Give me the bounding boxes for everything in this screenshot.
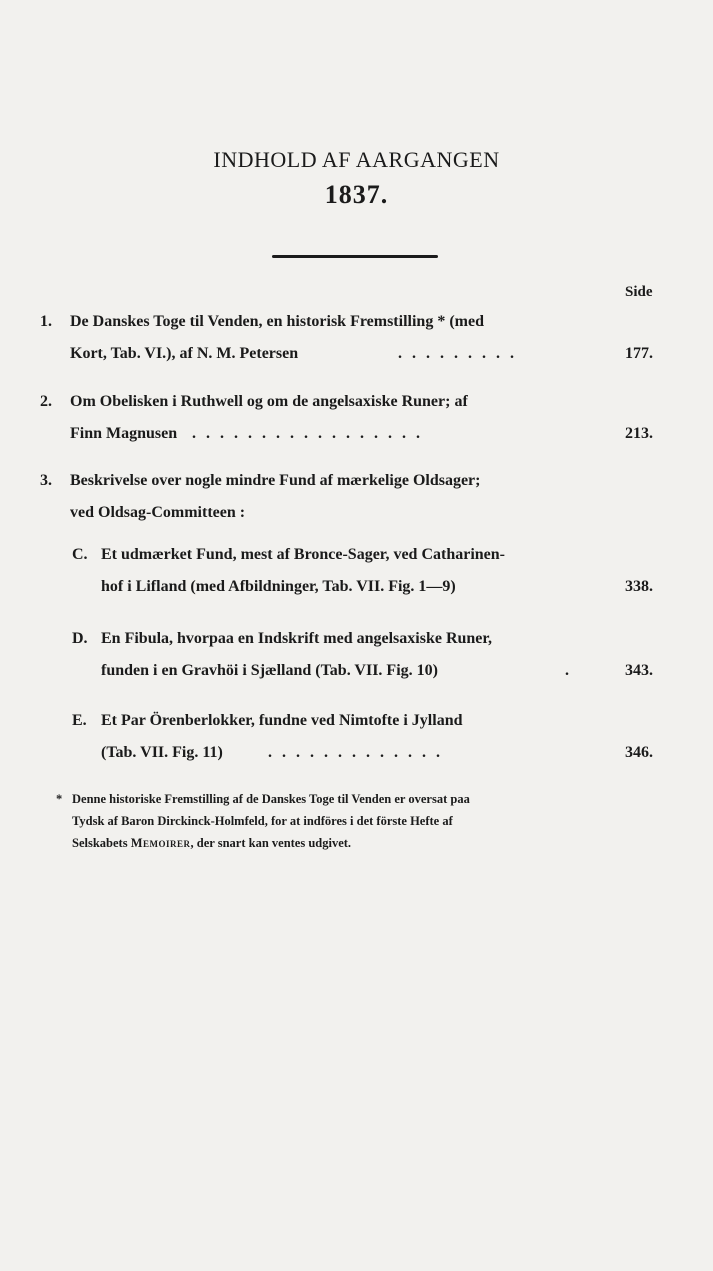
entry-title-line1: Beskrivelse over nogle mindre Fund af mærkelige Oldsager;: [70, 472, 481, 489]
page-number: 177.: [625, 345, 653, 362]
page-number: 346.: [625, 744, 653, 761]
volume-year: 1837.: [324, 180, 389, 209]
entry-number: 3.: [40, 472, 52, 489]
footnote-line1: Denne historiske Fremstilling af de Danskes Toge til Venden er oversat paa: [72, 792, 470, 806]
footnote-marker: *: [56, 792, 63, 806]
entry-number: 1.: [40, 313, 52, 330]
page-number: 213.: [625, 425, 653, 442]
entry-title-line2: ved Oldsag-Committeen :: [70, 504, 246, 521]
entry-title-line1: Om Obelisken i Ruthwell og om de angelsaxiske Runer; af: [70, 393, 468, 410]
leader-dots: . . . . . . . . . . . . .: [268, 744, 443, 761]
footnote-memoirer: Memoirer: [130, 836, 191, 850]
entry-title-line1: De Danskes Toge til Venden, en historisk Fremstilling * (med: [70, 313, 484, 330]
page-number: 343.: [625, 662, 653, 679]
subentry-letter: D.: [72, 630, 88, 647]
subentry-title-line1: Et Par Örenberlokker, fundne ved Nimtofte i Jylland: [101, 712, 463, 729]
subentry-letter: C.: [72, 546, 88, 563]
footnote-line2: Tydsk af Baron Dirckinck-Holmfeld, for at indföres i det förste Hefte af: [72, 814, 453, 828]
footnote-line3-end: , der snart kan ventes udgivet.: [190, 836, 352, 850]
title-divider: [272, 255, 438, 258]
leader-dots: . . . . . . . . .: [398, 345, 517, 362]
footnote-line3-start: Selskabets: [72, 836, 128, 850]
page-number: 338.: [625, 578, 653, 595]
subentry-title-line1: Et udmærket Fund, mest af Bronce-Sager, ved Catharinen-: [101, 546, 505, 563]
subentry-letter: E.: [72, 712, 87, 729]
page-title: INDHOLD AF AARGANGEN: [213, 147, 500, 172]
subentry-title-line2: hof i Lifland (med Afbildninger, Tab. VII. Fig. 1—9): [101, 578, 456, 595]
subentry-title-line2: funden i en Gravhöi i Sjælland (Tab. VII. Fig. 10): [101, 662, 438, 679]
footnote-line3: [72, 836, 351, 851]
page-column-label: Side: [625, 284, 653, 300]
subentry-title-line2: (Tab. VII. Fig. 11): [101, 744, 223, 761]
subentry-title-line1: En Fibula, hvorpaa en Indskrift med angelsaxiske Runer,: [101, 630, 493, 647]
entry-title-line2: Finn Magnusen: [70, 425, 178, 442]
entry-number: 2.: [40, 393, 52, 410]
entry-title-line2: Kort, Tab. VI.), af N. M. Petersen: [70, 345, 299, 362]
leader-dots: . . . . . . . . . . . . . . . . .: [192, 425, 423, 442]
leader-dots: .: [565, 662, 572, 679]
